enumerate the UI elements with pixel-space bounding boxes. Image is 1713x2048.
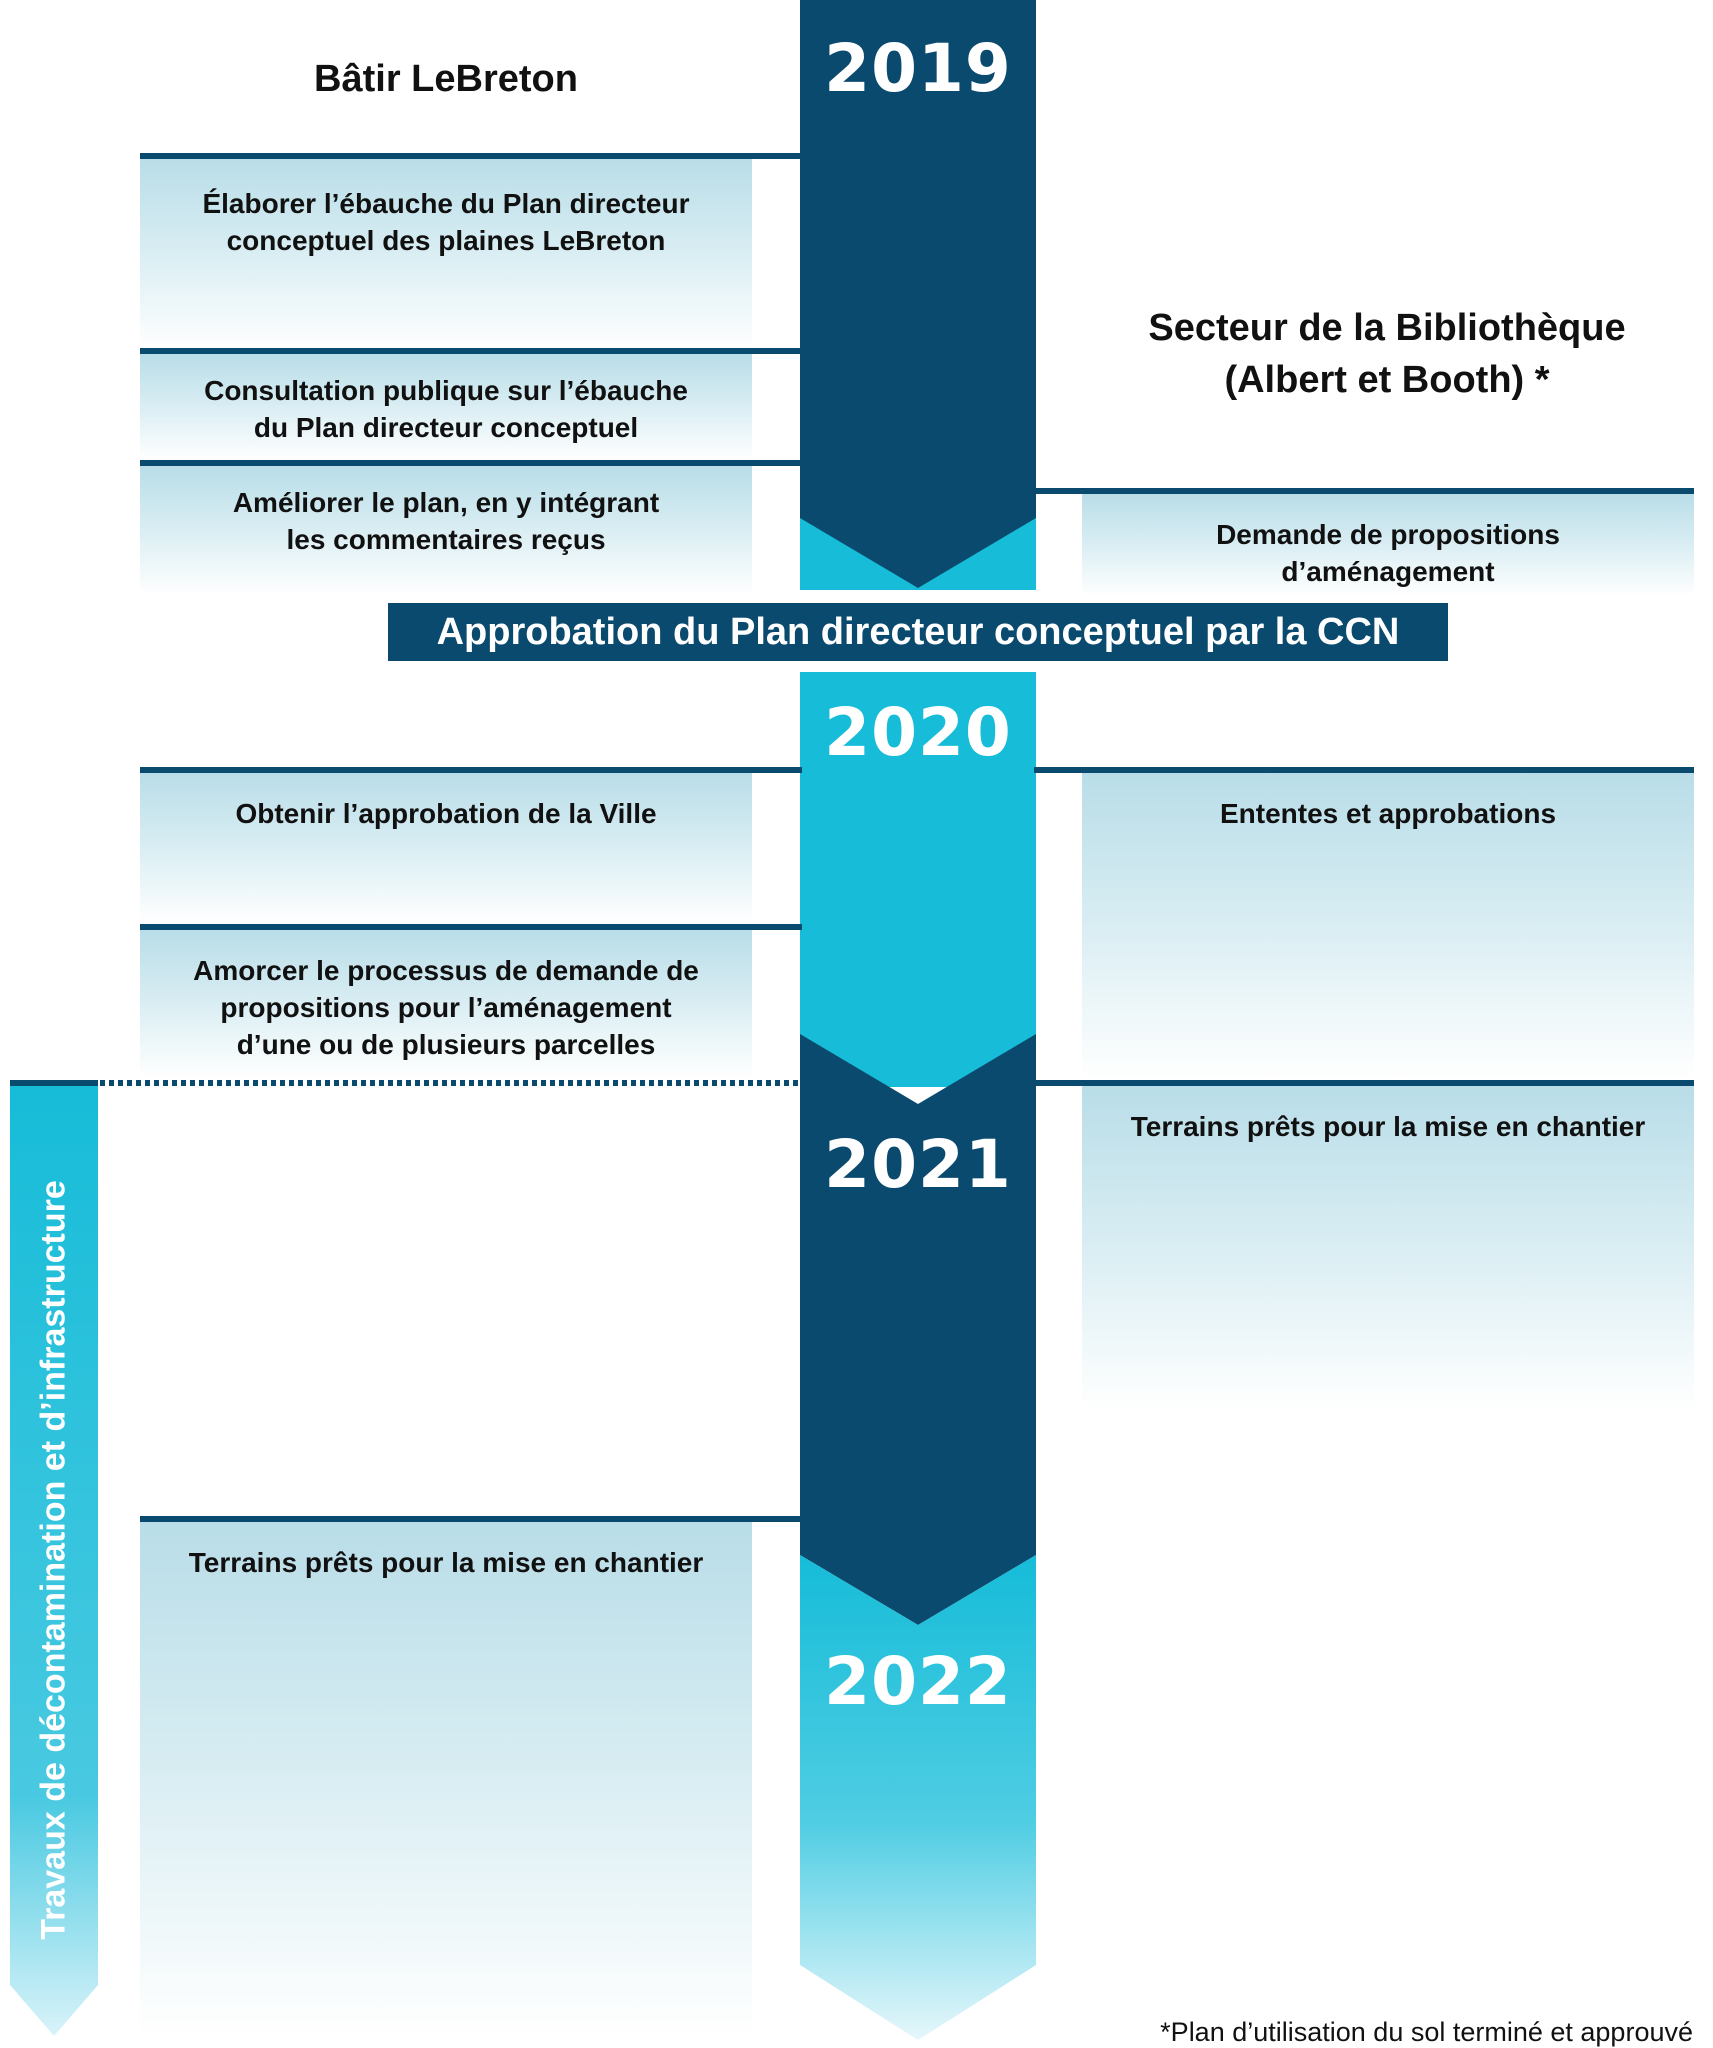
left-box-consultation — [140, 348, 752, 460]
connector — [740, 767, 802, 773]
left-box-text: Consultation publique sur l’ébauche du Plan directeur conceptuel — [204, 375, 688, 443]
approval-banner: Approbation du Plan directeur conceptuel par la CCN — [388, 603, 1448, 661]
left-box-site-ready — [140, 1516, 752, 2036]
right-title-line-2: (Albert et Booth) * — [1224, 359, 1550, 401]
connector — [740, 924, 802, 930]
connector — [1034, 1080, 1084, 1086]
left-box-draft-plan — [140, 153, 752, 350]
right-box-agreements — [1082, 767, 1694, 1081]
left-box-rfp-process — [140, 924, 752, 1078]
connector — [740, 348, 802, 354]
right-box-text: Ententes et approbations — [1219, 798, 1557, 829]
connector — [1034, 488, 1084, 494]
year-2020: 2020 — [824, 694, 1012, 771]
left-box-text: Améliorer le plan, en y intégrant les commentaires reçus — [232, 487, 660, 555]
year-2021: 2021 — [824, 1126, 1012, 1203]
left-column-title: Bâtir LeBreton — [314, 58, 578, 100]
connector — [740, 153, 802, 159]
year-2022: 2022 — [824, 1643, 1012, 1720]
right-box-text: Terrains prêts pour la mise en chantier — [1130, 1111, 1646, 1142]
footnote: *Plan d’utilisation du sol terminé et approuvé — [1160, 2017, 1693, 2047]
right-column-title — [1082, 302, 1692, 406]
connector — [740, 460, 802, 466]
side-label — [10, 1085, 98, 2035]
right-box-text: Demande de propositions d’aménagement — [1216, 519, 1560, 587]
right-title-line-1: Secteur de la Bibliothèque — [1148, 307, 1626, 349]
left-box-city-approval — [140, 767, 752, 924]
right-box-site-ready — [1082, 1080, 1694, 1410]
segment-2021-arrow — [800, 1034, 1036, 1625]
left-box-improve-plan — [140, 460, 752, 595]
connector — [1034, 767, 1084, 773]
left-box-text: Élaborer l’ébauche du Plan directeur conceptuel des plaines LeBreton — [202, 188, 690, 256]
side-label-text: Travaux de décontamination et d’infrastructure — [34, 1180, 73, 1940]
left-box-text: Amorcer le processus de demande de propositions pour l’aménagement d’une ou de plusieurs parcelles — [193, 955, 699, 1060]
left-box-text: Terrains prêts pour la mise en chantier — [188, 1547, 704, 1578]
right-box-rfp — [1082, 488, 1694, 596]
connector — [740, 1516, 802, 1522]
year-2019: 2019 — [824, 30, 1012, 107]
segment-2022-arrow — [800, 1555, 1036, 2040]
left-box-text: Obtenir l’approbation de la Ville — [235, 798, 657, 829]
